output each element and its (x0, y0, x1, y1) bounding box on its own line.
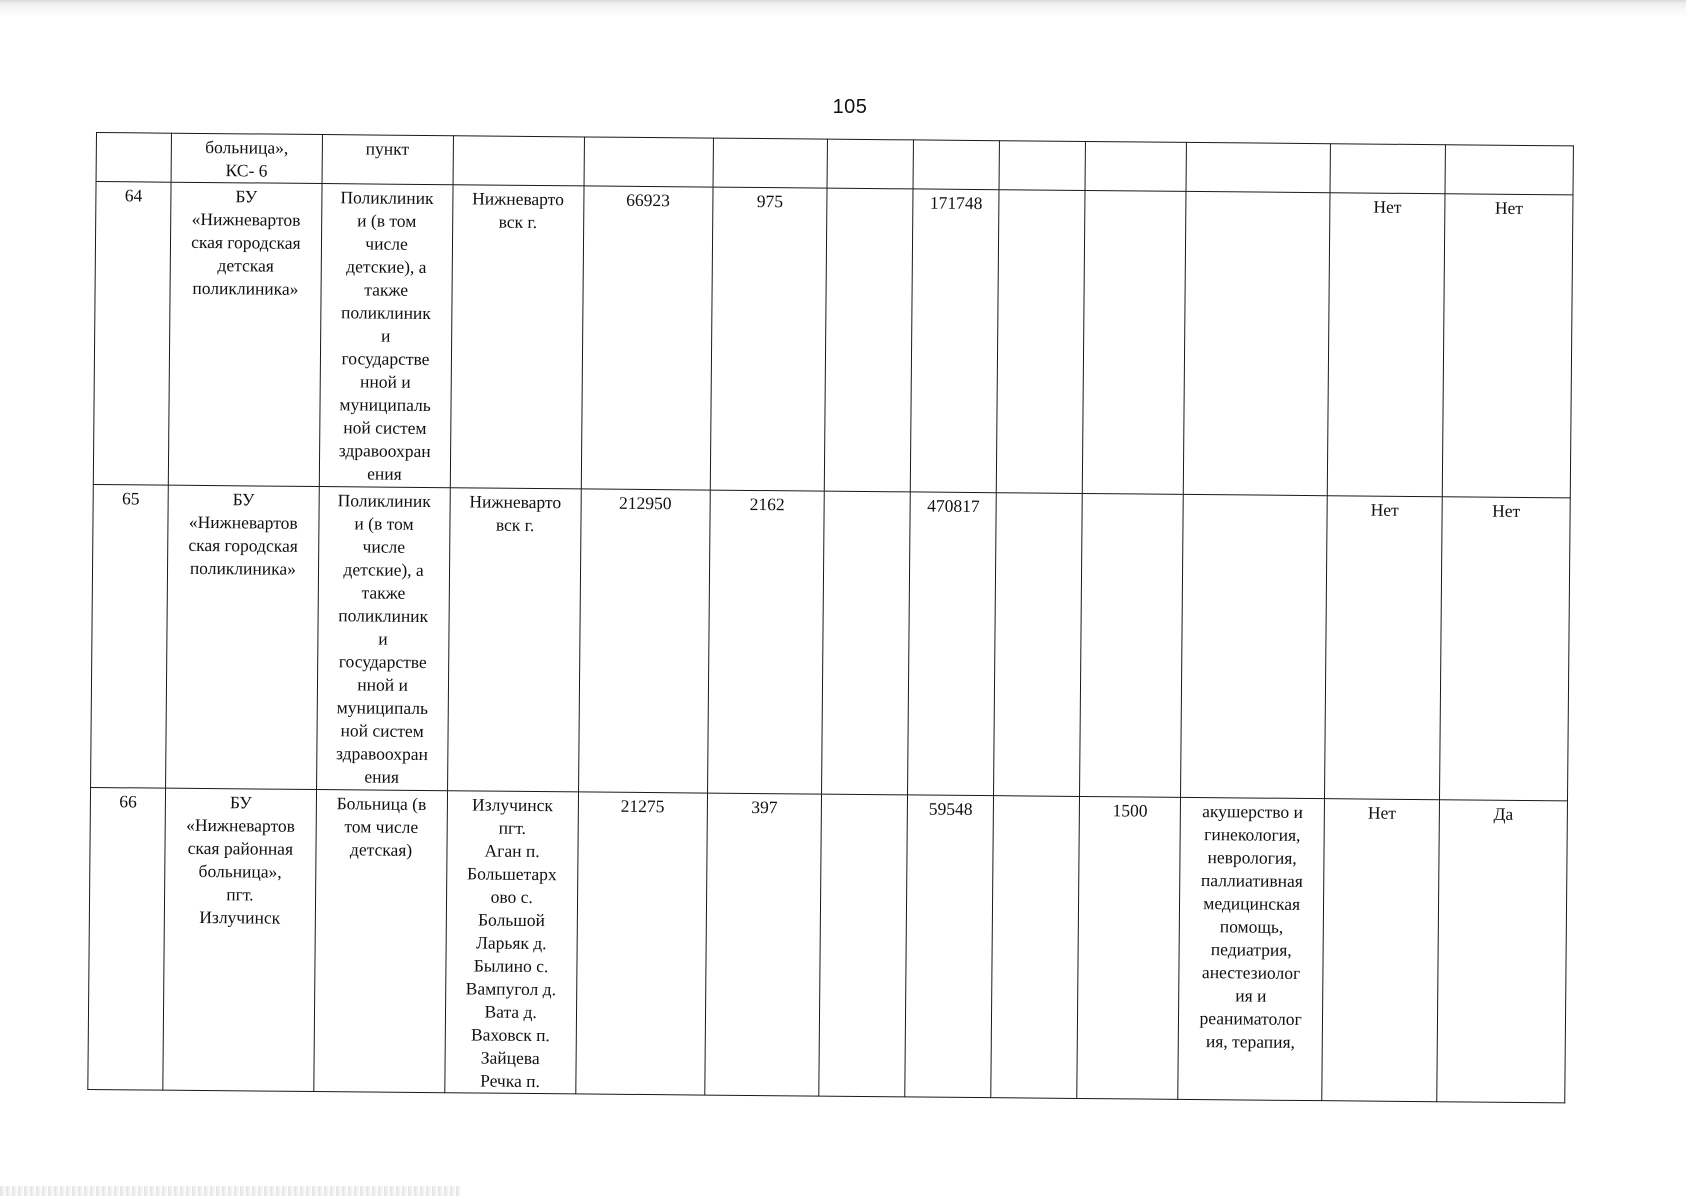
cell-locality: Излучинск пгт. Аган п. Большетарх ово с. Большой Ларьяк д. Былино с. Вампугол д. Вата д. Ваховск п. Зайцева Речка п. (444, 791, 578, 1094)
document-sheet (87, 132, 1574, 1103)
cell-facility-type: Поликлиник и (в том числе детские), а также поликлиник и государстве нной и муниципаль ной систем здравоохран ения (319, 184, 453, 488)
cell-facility-type: Больница (в том числе детская) (313, 790, 447, 1093)
cell-value-5 (997, 190, 1086, 494)
cell-profiles: акушерство и гинекология, неврология, паллиативная медицинская помощь, педиатрия, анестезиолог ия и реаниматолог ия, терапия, (1178, 797, 1325, 1100)
cell-value-2: 975 (710, 187, 828, 491)
cell-profiles (1186, 142, 1330, 192)
cell-value-6: 1500 (1077, 796, 1181, 1099)
cell-locality: Нижневарто вск г. (450, 185, 584, 489)
cell-institution: БУ «Нижневартов ская городская поликлиника» (166, 485, 319, 789)
cell-value-4: 470817 (908, 492, 997, 796)
cell-flag-2 (1445, 145, 1573, 195)
cell-institution: больница», КС- 6 (171, 133, 322, 183)
cell-value-3 (822, 491, 911, 795)
cell-value-5 (999, 141, 1085, 191)
table-row (93, 182, 1573, 498)
cell-number: 64 (93, 182, 171, 486)
cell-number: 65 (91, 484, 169, 788)
cell-value-5 (991, 796, 1080, 1099)
cell-value-4: 59548 (905, 795, 994, 1098)
cell-locality (453, 136, 584, 186)
cell-flag-1: Нет (1327, 193, 1445, 497)
cell-flag-2: Нет (1442, 194, 1573, 498)
facilities-table (87, 132, 1574, 1103)
cell-flag-1: Нет (1325, 496, 1443, 800)
cell-institution: БУ «Нижневартов ская городская детская поликлиника» (168, 182, 321, 486)
cell-number: 66 (88, 787, 166, 1090)
cell-value-3 (827, 139, 913, 189)
cell-facility-type: Поликлиник и (в том числе детские), а также поликлиник и государстве нной и муниципаль ной систем здравоохран ения (316, 487, 450, 791)
cell-value-3 (825, 188, 914, 492)
cell-value-2: 397 (704, 793, 822, 1096)
cell-value-2: 2162 (707, 490, 825, 794)
cell-value-4: 171748 (911, 189, 1000, 493)
cell-flag-1 (1330, 144, 1445, 194)
cell-flag-1: Нет (1322, 799, 1440, 1102)
scan-edge-top (0, 0, 1686, 18)
cell-flag-2: Да (1437, 800, 1568, 1103)
cell-value-1 (584, 137, 713, 187)
table-row (88, 787, 1568, 1102)
cell-value-6 (1085, 141, 1186, 191)
cell-flag-2: Нет (1440, 497, 1571, 801)
cell-value-4 (913, 140, 999, 190)
cell-value-6 (1080, 493, 1184, 797)
cell-value-5 (994, 493, 1083, 797)
table-row (91, 484, 1571, 800)
cell-profiles (1183, 191, 1330, 495)
cell-value-2 (713, 138, 828, 188)
cell-institution: БУ «Нижневартов ская районная больница», пгт. Излучинск (163, 788, 316, 1091)
cell-value-6 (1082, 190, 1186, 494)
cell-value-1: 66923 (581, 186, 713, 490)
cell-facility-type: пункт (322, 135, 453, 185)
cell-value-3 (819, 794, 908, 1097)
cell-locality: Нижневарто вск г. (447, 488, 581, 792)
cell-value-1: 212950 (578, 489, 710, 793)
cell-profiles (1181, 494, 1328, 798)
page-number: 105 (832, 96, 868, 118)
scan-edge-bottom (0, 1186, 460, 1196)
cell-number (96, 133, 172, 183)
cell-value-1: 21275 (575, 792, 707, 1095)
